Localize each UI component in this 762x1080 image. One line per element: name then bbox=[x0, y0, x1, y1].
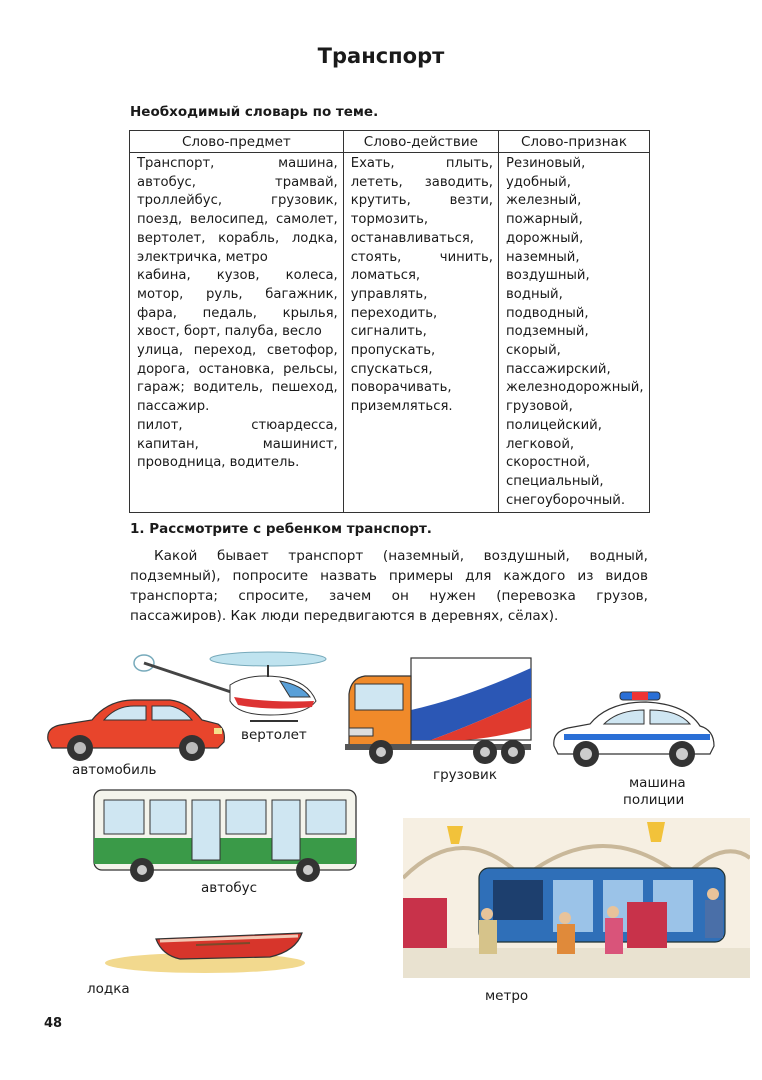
nouns-transport: Транспорт, машина, автобус, трамвай, троллейбус, грузовик, поезд, велосипед, самолет, вертолет, корабль, лодка, электричка, метро bbox=[137, 156, 338, 265]
task-text: Какой бывает транспорт (наземный, воздушный, водный, подземный), попросите назвать примеры для каждого из видов транспорта; спросите, зачем он нужен (перевозка грузов, пассажиров). Как люди передвигаются в деревнях, сёлах). bbox=[130, 548, 648, 624]
page-title: Транспорт bbox=[317, 44, 445, 68]
boat-label: лодка bbox=[87, 981, 130, 997]
truck-label: грузовик bbox=[433, 767, 497, 783]
nouns-street: улица, переход, светофор, дорога, остановка, рельсы, гараж; водитель, пешеход, пассажир. bbox=[137, 343, 338, 415]
truck-illustration bbox=[345, 654, 535, 766]
nouns-parts: кабина, кузов, колеса, мотор, руль, багажник, фара, педаль, крылья, хвост, борт, палуба, весло bbox=[137, 268, 338, 340]
header-noun: Слово-предмет bbox=[130, 131, 344, 153]
police-car-label-line1: машина bbox=[629, 775, 686, 791]
police-car-label-line2: полиции bbox=[623, 792, 685, 808]
helicopter-illustration bbox=[130, 645, 330, 727]
police-car-illustration bbox=[550, 690, 718, 774]
vocabulary-table bbox=[129, 130, 650, 513]
nouns-cell bbox=[130, 153, 344, 513]
task-heading: 1. Рассмотрите с ребенком транспорт. bbox=[130, 521, 432, 537]
helicopter-label: вертолет bbox=[241, 727, 307, 743]
verbs-cell: Ехать, плыть, лететь, заводить, крутить, везти, тормозить, останавливаться, стоять, чинить, ломаться, управлять, переходить, сигналить, пропускать, спускаться, поворачивать, приземляться. bbox=[343, 153, 498, 513]
vocabulary-heading: Необходимый словарь по теме. bbox=[130, 104, 379, 120]
metro-label: метро bbox=[485, 988, 529, 1004]
boat-illustration bbox=[100, 925, 310, 977]
adjectives-cell: Резиновый, удобный, железный, пожарный, дорожный, наземный, воздушный, водный, подводный, подземный, скорый, пассажирский, железнодорожный, грузовой, полицейский, легковой, скоростной, специальный, снегоуборочный. bbox=[499, 153, 650, 513]
metro-illustration bbox=[403, 818, 750, 978]
car-label: автомобиль bbox=[72, 762, 157, 778]
header-verb: Слово-действие bbox=[343, 131, 498, 153]
page-number: 48 bbox=[44, 1016, 63, 1031]
bus-illustration bbox=[90, 786, 362, 884]
bus-label: автобус bbox=[201, 880, 258, 896]
header-adjective: Слово-признак bbox=[499, 131, 650, 153]
nouns-people: пилот, стюардесса, капитан, машинист, проводница, водитель. bbox=[137, 417, 338, 471]
